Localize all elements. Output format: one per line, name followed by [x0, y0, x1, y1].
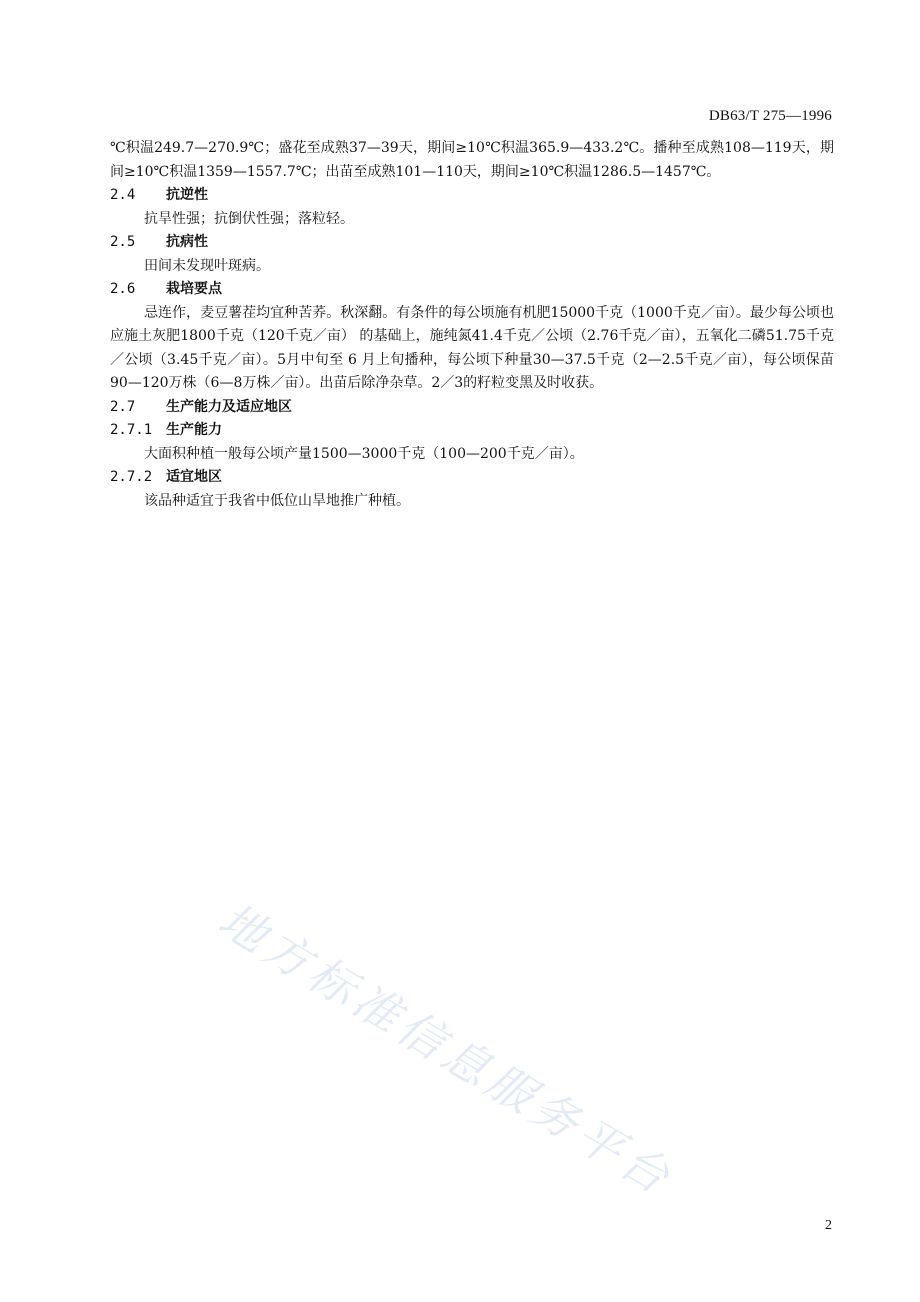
page-number: 2 — [825, 1218, 832, 1233]
section-heading — [110, 396, 834, 420]
section-text: 忌连作，麦豆薯茬均宜种苦荞。秋深翻。有条件的每公顷施有机肥15000千克（1000千克／亩）。最少每公顷也应施土灰肥1800千克（120千克／亩） 的基础上，施纯氮41.4千克／公顷（2.76千克／亩），五氧化二磷51.75千克／公顷（3.45千克／亩）。5月中旬至 6 月上旬播种，每公顷下种量30—37.5千克（2—2.5千克／亩），每公顷保苗90—120万株（6—8万株／亩）。出苗后除净杂草。2／3的籽粒变黑及时收获。 — [110, 304, 834, 391]
section-title: 抗病性 — [166, 234, 208, 250]
section-title: 栽培要点 — [166, 281, 222, 297]
section-2-7 — [110, 396, 834, 420]
watermark-text: 地方标准信息服务平台 — [209, 892, 684, 1207]
section-2-7-2 — [110, 466, 834, 513]
section-2-7-1 — [110, 419, 834, 466]
section-text: 田间未发现叶斑病。 — [144, 257, 270, 274]
document-body — [110, 137, 834, 513]
section-2-4 — [110, 184, 834, 231]
section-heading — [110, 466, 834, 490]
section-number: 2.7.1 — [110, 422, 153, 438]
section-2-6 — [110, 278, 834, 396]
section-number: 2.4 — [110, 187, 136, 203]
standard-code: DB63/T 275—1996 — [708, 108, 832, 124]
section-text: 该品种适宜于我省中低位山旱地推广种植。 — [144, 492, 410, 509]
section-number: 2.7.2 — [110, 469, 153, 485]
section-number: 2.7 — [110, 398, 136, 415]
section-title: 抗逆性 — [166, 187, 208, 203]
section-heading — [110, 231, 834, 255]
section-heading — [110, 278, 834, 302]
continuation-paragraph: ℃积温249.7—270.9℃；盛花至成熟37—39天，期间≥10℃积温365.9—433.2℃。播种至成熟108—119天，期间≥10℃积温1359—1557.7℃；出苗至成熟101—110天，期间≥10℃积温1286.5—1457℃。 — [110, 140, 834, 180]
section-2-5 — [110, 231, 834, 278]
section-title: 生产能力 — [166, 422, 222, 438]
section-title: 适宜地区 — [166, 469, 222, 485]
section-text: 大面积种植一般每公顷产量1500—3000千克（100—200千克／亩）。 — [144, 445, 584, 462]
section-heading — [110, 419, 834, 443]
section-title: 生产能力及适应地区 — [166, 398, 292, 415]
section-heading — [110, 184, 834, 208]
section-number: 2.6 — [110, 281, 136, 297]
section-number: 2.5 — [110, 234, 136, 250]
section-text: 抗旱性强；抗倒伏性强；落粒轻。 — [144, 210, 354, 227]
